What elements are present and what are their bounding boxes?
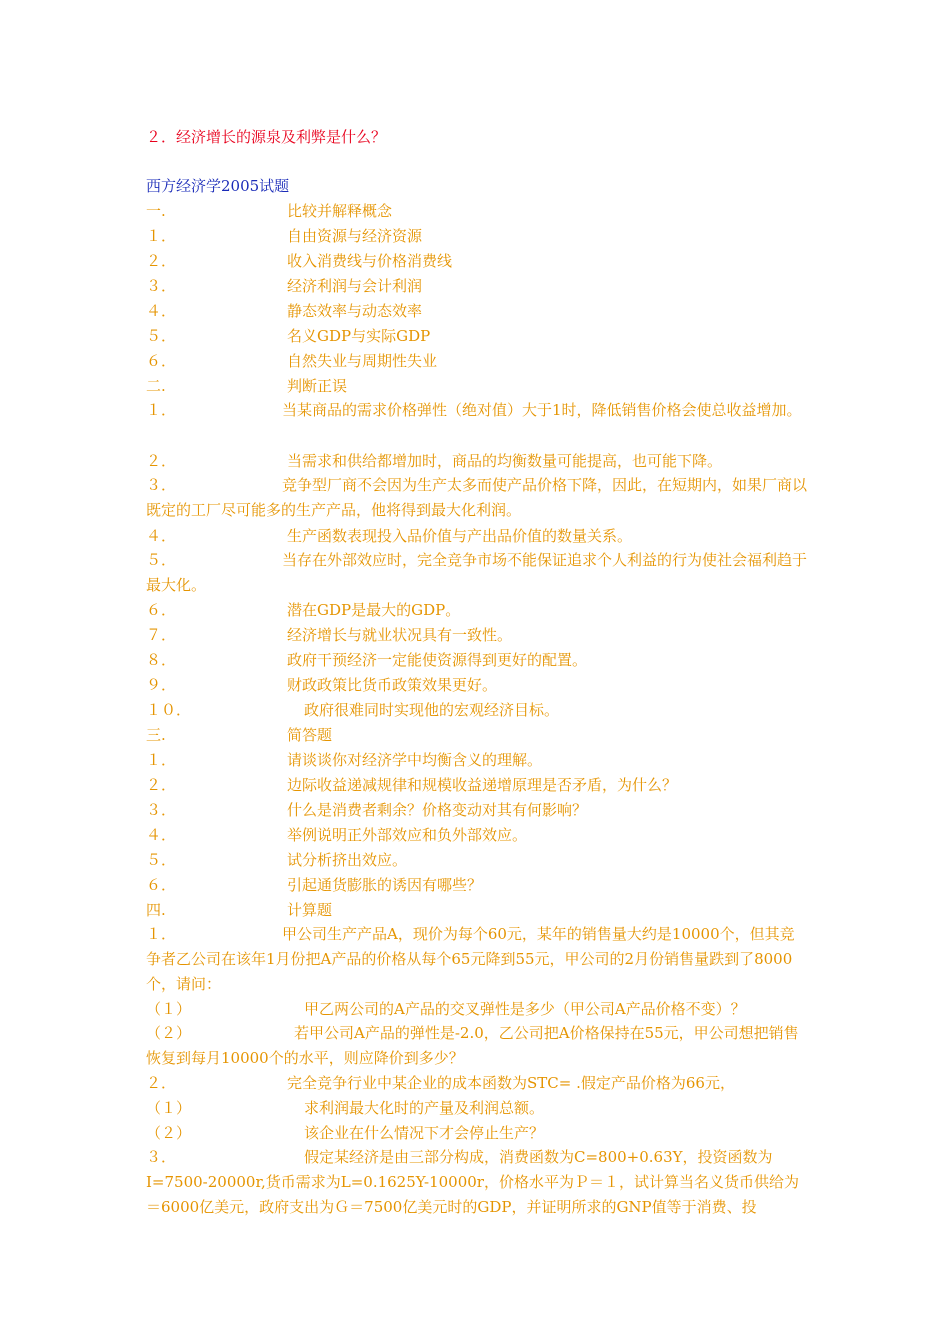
list-item-text: 甲公司生产产品A，现价为每个60元，某年的销售量大约是10000个，但其竞争者乙公司在该年1月份把A产品的价格从每个65元降到55元，甲公司的2月份销售量跌到了8000个，请问： bbox=[146, 925, 795, 993]
list-item: 举例说明正外部效应和负外部效应。 bbox=[287, 826, 528, 844]
list-item: 经济利润与会计利润 bbox=[287, 277, 423, 295]
list-item: 静态效率与动态效率 bbox=[287, 302, 423, 320]
list-item-number: ５． bbox=[146, 327, 177, 345]
problem-3 bbox=[146, 1145, 808, 1220]
section-2-label: 判断正误 bbox=[287, 377, 348, 395]
list-item: 该企业在什么情况下才会停止生产？ bbox=[304, 1124, 545, 1142]
list-item-number: １． bbox=[146, 925, 177, 943]
list-item-number: ５． bbox=[146, 551, 177, 569]
list-item-number: ８． bbox=[146, 651, 177, 669]
list-item-number: ５． bbox=[146, 851, 177, 869]
list-item bbox=[146, 548, 808, 598]
list-item: 政府很难同时实现他的宏观经济目标。 bbox=[304, 701, 560, 719]
list-item: 经济增长与就业状况具有一致性。 bbox=[287, 626, 513, 644]
list-item bbox=[146, 473, 808, 523]
list-item: 财政政策比货币政策效果更好。 bbox=[287, 676, 498, 694]
list-item-number: （２） bbox=[146, 1024, 192, 1042]
list-item-number: １． bbox=[146, 751, 177, 769]
list-item-number: ６． bbox=[146, 876, 177, 894]
list-item-number: ３． bbox=[146, 476, 177, 494]
list-item-number: （１） bbox=[146, 1099, 192, 1117]
list-item: 完全竞争行业中某企业的成本函数为STC= .假定产品价格为66元， bbox=[287, 1074, 735, 1092]
section-4-number: 四. bbox=[146, 901, 166, 919]
list-item-number: １． bbox=[146, 227, 177, 245]
list-item: 求利润最大化时的产量及利润总额。 bbox=[304, 1099, 545, 1117]
list-item: 潜在GDP是最大的GDP。 bbox=[287, 601, 461, 619]
list-item-text: 当存在外部效应时，完全竞争市场不能保证追求个人利益的行为使社会福利趋于最大化。 bbox=[146, 551, 808, 594]
list-item-text: 竞争型厂商不会因为生产太多而使产品价格下降，因此，在短期内，如果厂商以既定的工厂尽可能多的生产产品，他将得到最大化利润。 bbox=[146, 476, 808, 519]
list-item: 当需求和供给都增加时，商品的均衡数量可能提高，也可能下降。 bbox=[287, 452, 723, 470]
list-item: 什么是消费者剩余？价格变动对其有何影响？ bbox=[287, 801, 588, 819]
list-item-number: ４． bbox=[146, 302, 177, 320]
section-2-number: 二. bbox=[146, 377, 166, 395]
list-item: 边际收益递减规律和规模收益递增原理是否矛盾，为什么？ bbox=[287, 776, 678, 794]
list-item-number: ３． bbox=[146, 801, 177, 819]
list-item-text: 当某商品的需求价格弹性（绝对值）大于1时，降低销售价格会使总收益增加。 bbox=[282, 401, 802, 419]
list-item: 收入消费线与价格消费线 bbox=[287, 252, 453, 270]
section-3-label: 简答题 bbox=[287, 726, 333, 744]
list-item-number: ２． bbox=[146, 776, 177, 794]
list-item-number: ３． bbox=[146, 277, 177, 295]
list-item: 试分析挤出效应。 bbox=[287, 851, 408, 869]
list-item-number: １０． bbox=[146, 701, 192, 719]
list-item-number: ７． bbox=[146, 626, 177, 644]
list-item-text: 若甲公司A产品的弹性是-2.0，乙公司把A价格保持在55元，甲公司想把销售恢复到每月10000个的水平，则应降价到多少？ bbox=[146, 1024, 799, 1067]
section-3-number: 三. bbox=[146, 726, 166, 744]
list-item-number: ４． bbox=[146, 527, 177, 545]
list-item-number: ６． bbox=[146, 601, 177, 619]
list-item: 自由资源与经济资源 bbox=[287, 227, 423, 245]
list-item: 名义GDP与实际GDP bbox=[287, 327, 431, 345]
list-item-number: ９． bbox=[146, 676, 177, 694]
list-item: 请谈谈你对经济学中均衡含义的理解。 bbox=[287, 751, 543, 769]
section-1-label: 比较并解释概念 bbox=[287, 202, 393, 220]
list-item-number: （２） bbox=[146, 1124, 192, 1142]
list-item-text: 假定某经济是由三部分构成，消费函数为C=800+0.63Y，投资函数为I=7500-20000r,货币需求为L=0.1625Y-10000r，价格水平为Ｐ＝１，试计算当名义货币供给为＝6000亿美元，政府支出为Ｇ＝7500亿美元时的GDP，并证明所求的GNP值等于消费、投 bbox=[146, 1148, 799, 1216]
list-item-number: ２． bbox=[146, 252, 177, 270]
list-item-number: ４． bbox=[146, 826, 177, 844]
list-item: 生产函数表现投入品价值与产出品价值的数量关系。 bbox=[287, 527, 633, 545]
exam-title: 西方经济学2005试题 bbox=[146, 177, 290, 195]
problem-1 bbox=[146, 922, 808, 997]
list-item bbox=[146, 398, 808, 423]
question-2-heading: ２．经济增长的源泉及利弊是什么？ bbox=[146, 128, 387, 146]
problem-1b bbox=[146, 1021, 808, 1071]
section-4-label: 计算题 bbox=[287, 901, 333, 919]
section-1-number: 一. bbox=[146, 202, 166, 220]
list-item-number: ３． bbox=[146, 1148, 177, 1166]
list-item: 自然失业与周期性失业 bbox=[287, 352, 438, 370]
list-item-number: ２． bbox=[146, 1074, 177, 1092]
list-item: 政府干预经济一定能使资源得到更好的配置。 bbox=[287, 651, 588, 669]
list-item-number: （１） bbox=[146, 1000, 192, 1018]
list-item-number: １． bbox=[146, 401, 177, 419]
list-item-number: ２． bbox=[146, 452, 177, 470]
list-item: 引起通货膨胀的诱因有哪些？ bbox=[287, 876, 483, 894]
list-item-number: ６． bbox=[146, 352, 177, 370]
list-item: 甲乙两公司的A产品的交叉弹性是多少（甲公司A产品价格不变）？ bbox=[304, 1000, 746, 1018]
